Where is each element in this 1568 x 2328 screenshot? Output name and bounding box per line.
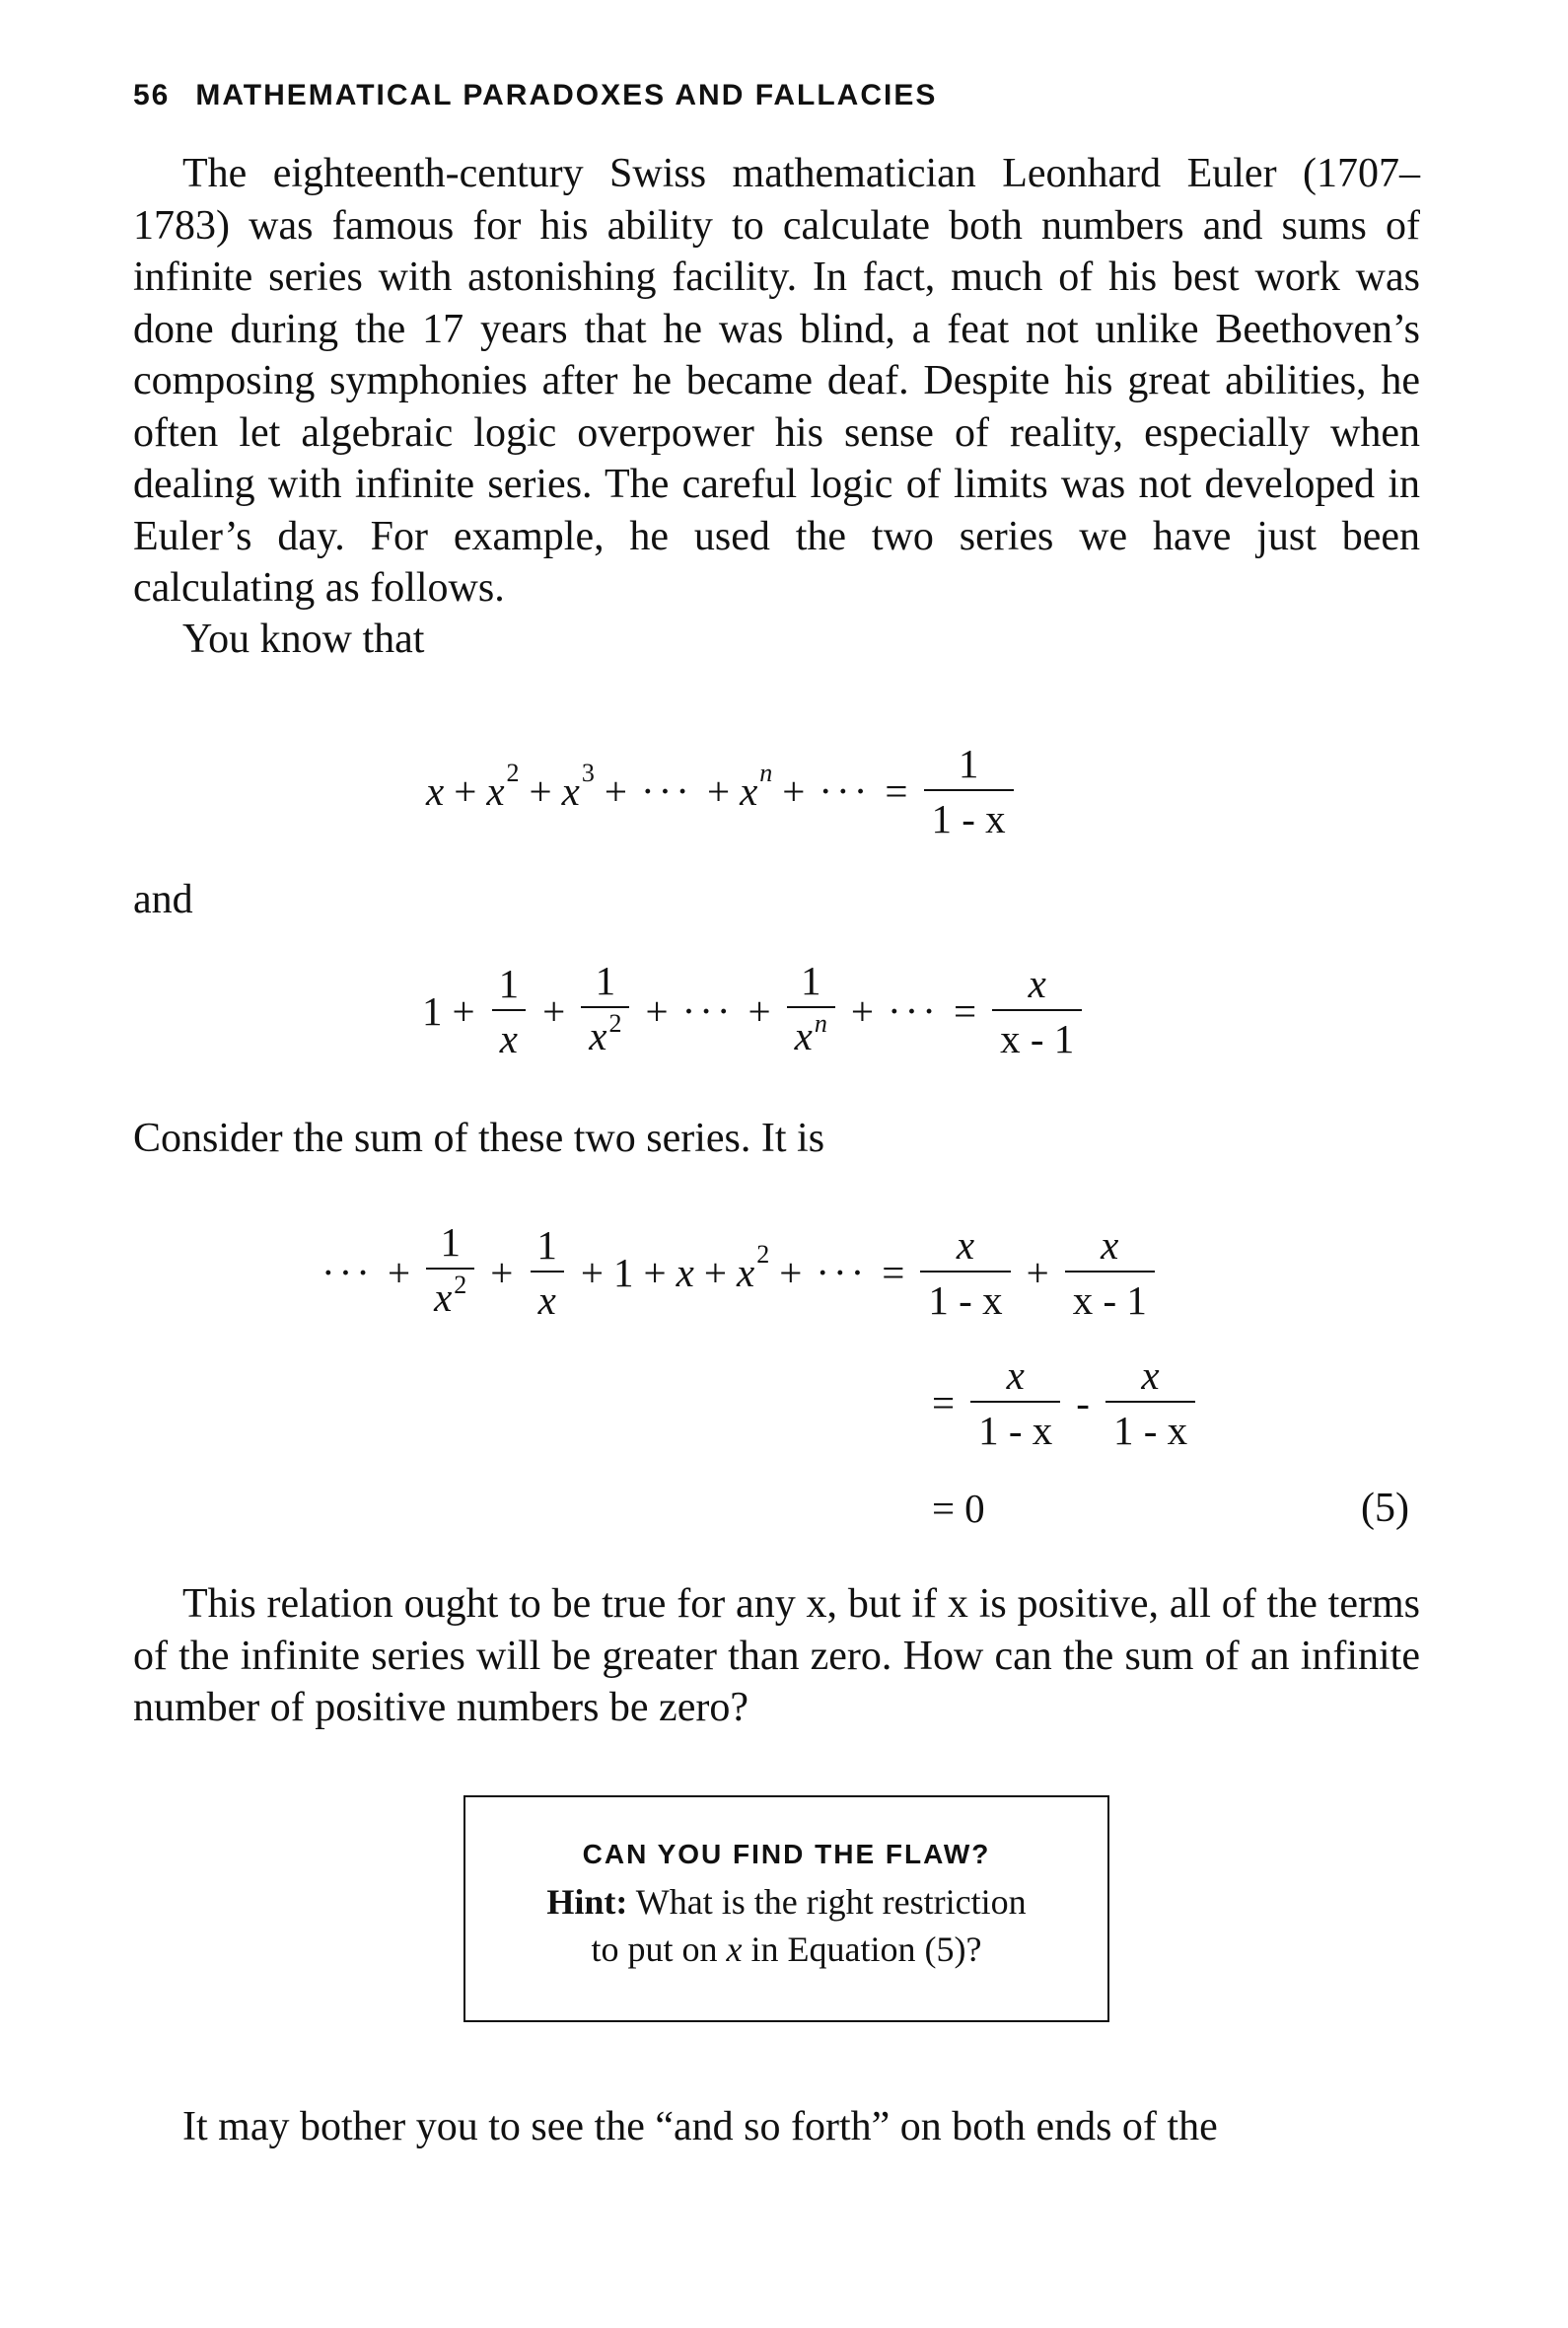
eq-exp: 2 [608, 1009, 622, 1038]
eq-dots: ··· [888, 988, 940, 1034]
equation-sum-line-1 [318, 1218, 1161, 1327]
callout-title: CAN YOU FIND THE FLAW? [582, 1839, 991, 1869]
eq-op: = [953, 988, 977, 1034]
eq-exp: 2 [454, 1271, 467, 1299]
eq-op: + [703, 1250, 727, 1295]
eq-exp: 2 [756, 1240, 770, 1269]
eq-term: x [589, 1013, 607, 1058]
eq-fraction [924, 740, 1014, 842]
eq-op: + [850, 988, 874, 1034]
eq-op: = [932, 1486, 956, 1531]
eq-dots: ··· [681, 988, 735, 1034]
eq-op: + [645, 988, 669, 1034]
paragraph-bother: It may bother you to see the “and so forth” on both ends of the [182, 2104, 1218, 2149]
hint-line-2a: to put on [591, 1929, 718, 1969]
paragraph-you-know: You know that [182, 617, 425, 662]
eq-fraction [992, 960, 1082, 1062]
eq-fraction [970, 1351, 1060, 1454]
hint-line-2b: in Equation (5)? [750, 1929, 982, 1969]
eq-op: + [643, 1250, 667, 1295]
paragraph-relation: This relation ought to be true for any x, but if x is positive, all of the terms of the infinite series will be greater than zero. How can the sum of an infinite number of positive numbers be zero? [133, 1581, 1420, 1730]
eq-denominator: x - 1 [992, 1009, 1082, 1062]
eq-op: + [748, 988, 771, 1034]
eq-op: + [387, 1250, 411, 1295]
hint-label: Hint: [546, 1882, 628, 1922]
eq-numerator: x [1028, 961, 1046, 1006]
eq-denominator: x [492, 1009, 526, 1062]
eq-term: x [561, 768, 580, 814]
eq-denominator: 1 - x [1105, 1401, 1195, 1454]
eq-numerator: 1 [595, 958, 616, 1003]
eq-numerator: 1 [536, 1222, 557, 1268]
eq-term: 1 [613, 1250, 634, 1295]
eq-term: x [740, 768, 758, 814]
equation-sum-line-2 [922, 1351, 1201, 1454]
eq-op: + [529, 768, 552, 814]
eq-term: x [486, 768, 505, 814]
eq-op: + [779, 1250, 803, 1295]
eq-op: + [580, 1250, 605, 1295]
equation-number: (5) [1361, 1486, 1409, 1531]
paragraph-and: and [133, 877, 193, 922]
paragraph-euler: The eighteenth-century Swiss mathematician Leonhard Euler (1707–1783) was famous for his ability to calculate both numbers and sums of infinite series with astonishing facility. In fact, much of his best work was done during the 17 years that he was blind, a feat not unlike Beethoven’s composing symphonies after he became deaf. Despite his great abilities, he often let algebraic logic overpower his sense of reality, especially when dealing with infinite series. The careful logic of limits was not developed in Euler’s day. For example, he used the two series we have just been calculating as follows. [133, 151, 1420, 611]
eq-op: + [454, 768, 477, 814]
running-title: MATHEMATICAL PARADOXES AND FALLACIES [195, 79, 938, 111]
eq-denominator: x - 1 [1065, 1271, 1155, 1324]
hint-line-1: What is the right restriction [635, 1882, 1027, 1922]
eq-op: - [1076, 1380, 1090, 1425]
eq-exp: n [759, 759, 773, 787]
eq-op: = [932, 1380, 956, 1425]
eq-dots: ··· [640, 768, 693, 814]
eq-dots: ··· [819, 768, 872, 814]
eq-exp: 3 [581, 759, 595, 787]
eq-term: x [434, 1274, 453, 1320]
eq-denominator: 1 - x [920, 1271, 1010, 1324]
eq-op: + [782, 768, 806, 814]
running-head [133, 79, 937, 112]
eq-term: x [426, 768, 445, 814]
equation-sum-line-3 [922, 1485, 985, 1532]
eq-numerator: x [1141, 1352, 1160, 1398]
eq-term: x [794, 1013, 813, 1058]
eq-op: + [1026, 1250, 1049, 1295]
eq-fraction [1065, 1221, 1155, 1324]
page-number: 56 [133, 79, 171, 111]
callout-box [463, 1795, 1109, 2022]
eq-dots: ··· [321, 1250, 374, 1295]
eq-numerator: 1 [801, 958, 821, 1003]
eq-fraction [491, 960, 528, 1062]
eq-fraction [426, 1218, 474, 1327]
eq-op: + [452, 988, 475, 1034]
eq-numerator: x [1006, 1352, 1025, 1398]
eq-numerator: x [956, 1222, 975, 1268]
eq-op: = [885, 768, 908, 814]
eq-denominator: x [531, 1271, 564, 1324]
eq-term: x [676, 1250, 694, 1295]
paragraph-consider: Consider the sum of these two series. It is [133, 1116, 825, 1161]
eq-op: + [542, 988, 566, 1034]
callout-hint [465, 1878, 1107, 1973]
eq-numerator: 1 [440, 1219, 461, 1265]
eq-denominator: 1 - x [924, 789, 1014, 842]
eq-fraction [787, 957, 835, 1065]
eq-term: x [737, 1250, 755, 1295]
eq-op: = [882, 1250, 905, 1295]
eq-exp: 2 [506, 759, 520, 787]
eq-op: + [604, 768, 627, 814]
eq-op: + [706, 768, 731, 814]
eq-numerator: 1 [498, 961, 520, 1006]
eq-dots: ··· [816, 1250, 869, 1295]
equation-reciprocal-series [422, 957, 1088, 1065]
eq-term: 0 [964, 1486, 985, 1531]
eq-term: 1 [422, 988, 443, 1034]
equation-geometric-series [426, 740, 1020, 842]
eq-fraction [581, 957, 629, 1065]
eq-numerator: 1 [958, 741, 979, 786]
eq-exp: n [814, 1009, 827, 1038]
hint-variable: x [726, 1929, 743, 1969]
eq-denominator: 1 - x [970, 1401, 1060, 1454]
eq-fraction [529, 1221, 565, 1324]
eq-fraction [1105, 1351, 1195, 1454]
eq-fraction [920, 1221, 1010, 1324]
eq-numerator: x [1101, 1222, 1119, 1268]
eq-op: + [490, 1250, 514, 1295]
